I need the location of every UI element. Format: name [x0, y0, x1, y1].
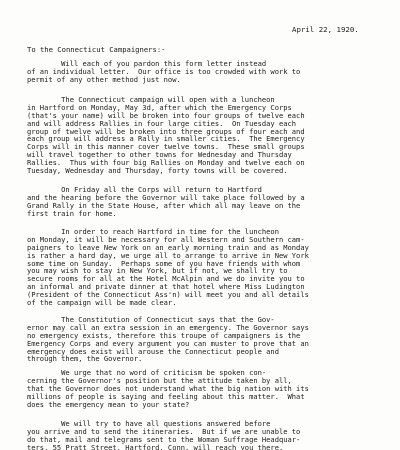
paragraph-4-line: some time on Sunday. Perhaps some of you have friends with whom	[27, 258, 301, 268]
paragraph-5-line: ernor may call an extra session in an emergency. The Governor says	[27, 322, 309, 332]
paragraph-6-line: that the Governor does not understand what the big nation with its	[27, 383, 309, 393]
paragraph-2-line: will travel together to other towns for Wednesday and Thursday	[27, 150, 292, 160]
paragraph-2-line: and will address Rallies in four large cities. On Tuesday each	[27, 118, 297, 128]
paragraph-2-line: The Connecticut campaign will open with a luncheon	[27, 95, 275, 104]
paragraph-6-line: We urge that no word of criticism be spoken con-	[27, 368, 267, 377]
letter-date: April 22, 1920.	[292, 25, 359, 34]
paragraph-6	[27, 369, 387, 408]
paragraph-2-line: each group will address a Rally in smaller cities. The Emergency	[27, 134, 305, 144]
paragraph-3-line: and the hearing before the Governor will take place followed by a	[27, 192, 305, 202]
paragraph-1	[27, 60, 387, 84]
paragraph-5-line: through them, the Governor.	[27, 354, 143, 364]
paragraph-3	[27, 186, 387, 218]
paragraph-2-line: Rallies. Thus with four big Rallies on Monday and twelve each on	[27, 158, 305, 168]
paragraph-7-line: you arrive and to send the itineraries. But if we are unable to	[27, 426, 301, 436]
paragraph-2-line: Tuesday, Wednesday and Thursday, forty towns will be covered.	[27, 166, 288, 176]
paragraph-4-line: paigners to leave New York on an early morning train and as Monday	[27, 242, 309, 252]
paragraph-4	[27, 228, 387, 307]
paragraph-4-line: of the campaign will be made clear.	[27, 298, 177, 308]
paragraph-4-line: you may wish to stay in New York, but if not, we shall try to	[27, 266, 288, 276]
paragraph-3-line: On Friday all the Corps will return to Hartford	[27, 185, 262, 194]
paragraph-2-line: (that's your name) will be broken into four groups of twelve each	[27, 110, 305, 120]
paragraph-4-line: secure rooms for all at the Hotel McAlpin and we do invite you to	[27, 274, 305, 284]
paragraph-3-line: first train for home.	[27, 208, 117, 218]
paragraph-4-line: is rather a hard day, we urge all to arrange to arrive in New York	[27, 250, 309, 260]
paragraph-7-line: do that, mail and telegrams sent to the Woman Suffrage Headquar-	[27, 434, 301, 444]
paragraph-5-line: no emergency exists, therefore this troupe of campaigners is the	[27, 330, 301, 340]
paragraph-1-line: permit of any other method just now.	[27, 74, 181, 84]
paragraph-6-line: cerning the Governor's position but the attitude taken by all,	[27, 375, 292, 385]
paragraph-4-line: an informal and private dinner at that hotel where Miss Ludington	[27, 282, 305, 292]
paragraph-7-line: ters, 55 Pratt Street, Hartford, Conn. will reach you there.	[27, 442, 284, 450]
paragraph-4-line: In order to reach Hartford in time for the luncheon	[27, 227, 279, 236]
paragraph-1-line: of an individual letter. Our office is too crowded with work to	[27, 66, 301, 76]
paragraph-2-line: group of twelve will be broken into three groups of four each and	[27, 126, 305, 136]
letter-salutation: To the Connecticut Campaigners:-	[27, 45, 166, 54]
paragraph-7-line: We will try to have all questions answered before	[27, 419, 271, 428]
paragraph-5	[27, 316, 387, 363]
paragraph-6-line: does the emergency mean to your state?	[27, 399, 190, 409]
paragraph-2	[27, 96, 387, 175]
paragraph-5-line: The Constitution of Connecticut says that the Gov-	[27, 315, 275, 324]
paragraph-5-line: emergency does exist will arouse the Connecticut people and	[27, 346, 279, 356]
paragraph-5-line: Emergency Corps and every argument you can muster to prove that an	[27, 338, 309, 348]
paragraph-4-line: on Monday, it will be necessary for all Western and Southern cam-	[27, 234, 305, 244]
paragraph-3-line: Grand Rally in the State House, after which all may leave on the	[27, 200, 301, 210]
paragraph-2-line: Corps will in this manner cover twelve towns. These small groups	[27, 142, 305, 152]
paragraph-4-line: (President of the Connecticut Ass'n) will meet you and all details	[27, 290, 309, 300]
paragraph-2-line: in Hartford on Monday, May 3d, after which the Emergency Corps	[27, 102, 292, 112]
paragraph-1-line: Will each of you pardon this form letter instead	[27, 59, 267, 68]
paragraph-6-line: millions of people is saying and feeling about this matter. What	[27, 391, 305, 401]
paragraph-7	[27, 420, 387, 450]
